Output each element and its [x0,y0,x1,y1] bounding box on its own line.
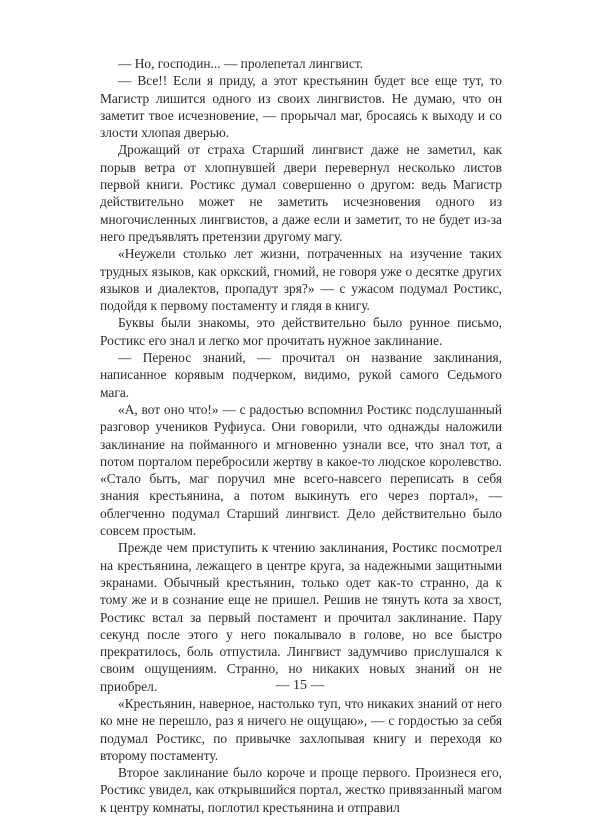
page-number: — 15 — [275,678,325,693]
paragraph: — Перенос знаний, — прочитал он название заклинания, написанное корявым подчерком, видимо, рукой самого Седьмого мага. [100,350,502,400]
paragraph: Второе заклинание было короче и проще первого. Произнеся его, Ростикс увидел, как открывшийся портал, жестко привязанный магом к центру комнаты, поглотил крестьянина и отправил [100,765,502,815]
body-text [100,55,502,816]
paragraph: — Все!! Если я приду, а этот крестьянин будет все еще тут, то Магистр лишится одного из своих лингвистов. Не думаю, что он заметит твое исчезновение, — прорычал маг, бросаясь к выходу и со злости хлопая дверью. [100,73,502,141]
paragraph: Буквы были знакомы, это действительно было рунное письмо, Ростикс его знал и легко мог прочитать нужное заклинание. [100,315,502,348]
paragraph: Прежде чем приступить к чтению заклинания, Ростикс посмотрел на крестьянина, лежащего в центре круга, за надежными защитными экранами. Обычный крестьянин, только одет как-то странно, да к тому же и в сознание еще не пришел. Решив не тянуть кота за хвост, Ростикс встал за первый постамент и прочитал заклинание. Пару секунд после этого у него покалывало в голове, но все быстро прекратилось, боль отпустила. Лингвист задумчиво прислушался к своим ощущениям. Странно, но никаких новых знаний он не приобрел. [100,540,502,694]
paragraph: Дрожащий от страха Старший лингвист даже не заметил, как порыв ветра от хлопнувшей двери перевернул несколько листов первой книги. Ростикс думал совершенно о другом: ведь Магистр действительно может не заметить исчезновения одного из многочисленных лингвистов, а даже если и заметит, то не будет из-за него предъявлять претензии другому магу. [100,142,502,244]
paragraph: — Но, господин... — пролепетал лингвист. [118,56,364,71]
paragraph: «А, вот оно что!» — с радостью вспомнил Ростикс подслушанный разговор учеников Руфиуса. Они говорили, что однажды наложили заклинание на пойманного и мгновенно узнали все, что знал тот, а потом порталом перебросили жертву в какое-то людское королевство. «Стало быть, маг поручил мне всего-навсего переписать в себя знания крестьянина, а потом выкинуть его через портал», — облегченно подумал Старший лингвист. Дело действительно было совсем простым. [100,401,502,539]
paragraph: «Крестьянин, наверное, настолько туп, что никаких знаний от него ко мне не перешло, раз я ничего не ощущаю», — с гордостью за себя подумал Ростикс, по привычке захлопывая книгу и переходя ко второму постаменту. [100,695,502,763]
paragraph: «Неужели столько лет жизни, потраченных на изучение таких трудных языков, как оркский, гномий, не говоря уже о десятке других языков и диалектов, пропадут зря?» — с ужасом подумал Ростикс, подойдя к первому постаменту и глядя в книгу. [100,246,502,314]
